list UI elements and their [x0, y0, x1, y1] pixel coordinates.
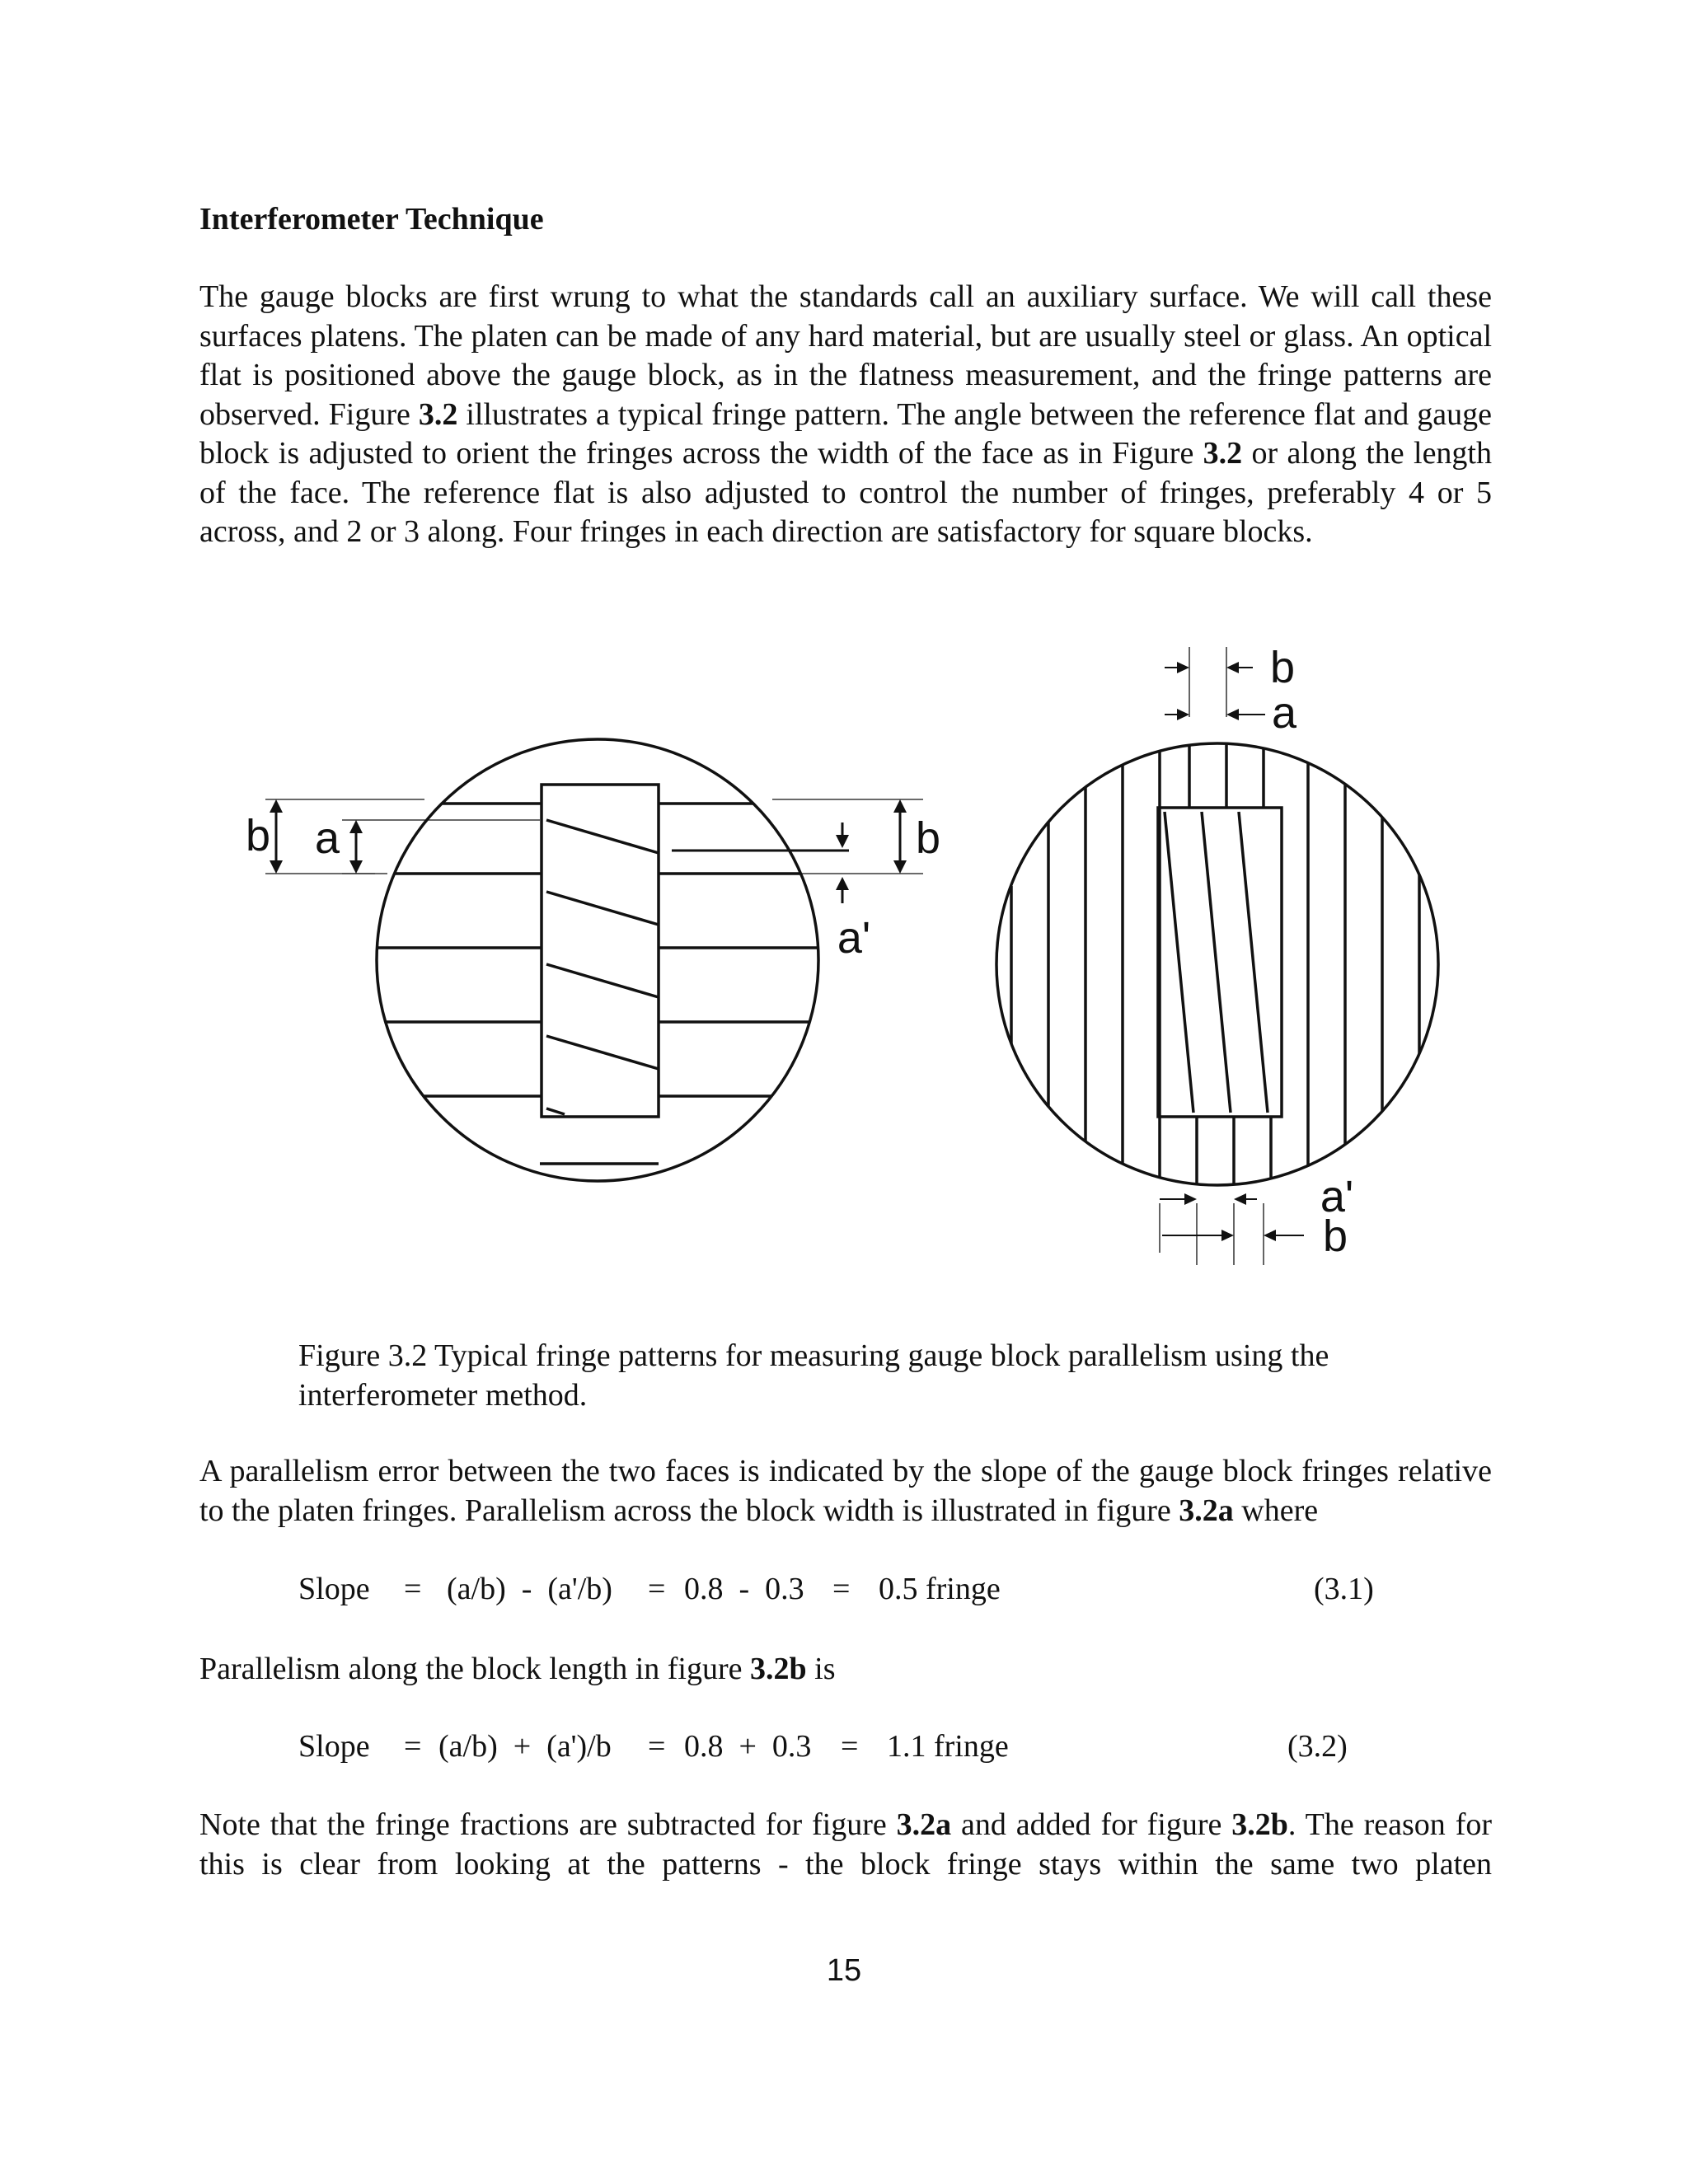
text-run: is: [806, 1652, 836, 1686]
note-paragraph: [199, 1806, 1492, 1884]
figure-reference: 3.2a: [1179, 1493, 1234, 1528]
text-run: Note that the fringe fractions are subtracted for figure: [199, 1807, 897, 1842]
text-run: and added for figure: [951, 1807, 1232, 1842]
label-b-top-right: b: [1269, 643, 1296, 692]
figure-3-2: [0, 635, 1688, 1294]
text-run: A parallelism error between the two faces is indicated by the slope of the gauge block fringes relative to the platen fringes. Parallelism across the block width is illustrated in figure: [199, 1454, 1492, 1528]
eq2-equals-2: =: [648, 1729, 666, 1764]
eq1-equals-3: =: [832, 1572, 851, 1606]
text-run: The gauge blocks are first wrung to what the standards call an auxiliary surface. We will call these surfaces platens. The platen can be made of any hard material, but are usually steel or glass. An optical flat is positioned above the gauge block, as in the flatness measurement, and the fringe patterns are observed. Figure: [199, 279, 1492, 432]
eq1-equals-1: =: [404, 1572, 422, 1606]
section-heading: Interferometer Technique: [199, 202, 544, 237]
label-a-prime-left: a': [837, 913, 871, 963]
eq1-number: (3.1): [1314, 1572, 1374, 1606]
figure-reference: 3.2b: [1231, 1807, 1288, 1842]
label-b-left: b: [245, 811, 271, 860]
page-number: 15: [826, 1953, 862, 1988]
label-b-left-right: b: [915, 813, 941, 863]
block-fringes-right: [1165, 812, 1268, 1113]
eq2-equals-3: =: [841, 1729, 859, 1764]
equation-3-1: [298, 1571, 1411, 1612]
figure-caption: Figure 3.2 Typical fringe patterns for measuring gauge block parallelism using the interferometer method.: [298, 1338, 1329, 1413]
eq1-calc: 0.8 - 0.3: [684, 1572, 804, 1606]
label-a-prime-bottom-right: a': [1320, 1172, 1354, 1221]
figure-reference: 3.2b: [750, 1652, 807, 1686]
text-run: illustrates a typical fringe pattern. The angle between the reference flat and gauge block is adjusted to orient the fringes across the width of the face as in Figure: [199, 396, 1492, 471]
text-run: Parallelism along the block length in figure: [199, 1652, 751, 1686]
dimension-guides-left: [265, 799, 923, 874]
eq2-number: (3.2): [1287, 1729, 1348, 1764]
eq2-lhs: Slope: [298, 1729, 370, 1764]
eq1-lhs: Slope: [298, 1572, 370, 1606]
label-b-bottom-right: b: [1322, 1212, 1348, 1261]
along-length-paragraph: [199, 1650, 1492, 1690]
equation-3-2: [298, 1728, 1411, 1769]
text-run: or along the length of the face. The reference flat is also adjusted to control the number of fringes, preferably 4 or 5 across, and 2 or 3 along. Four fringes in each direction are satisfactory for square blocks.: [199, 436, 1492, 549]
eq1-result: 0.5 fringe: [879, 1572, 1001, 1606]
text-run: where: [1233, 1493, 1319, 1528]
eq1-expression: (a/b) - (a'/b): [447, 1572, 612, 1606]
label-a-left: a: [314, 813, 340, 863]
figure-3-2a: [265, 739, 923, 1181]
figure-reference: 3.2: [1203, 436, 1243, 471]
eq2-equals-1: =: [404, 1729, 422, 1764]
eq1-equals-2: =: [648, 1572, 666, 1606]
eq2-calc: 0.8 + 0.3: [684, 1729, 812, 1764]
figure-reference: 3.2: [418, 396, 458, 432]
parallelism-paragraph: [199, 1452, 1492, 1530]
figure-3-2b: [996, 647, 1438, 1265]
eq2-result: 1.1 fringe: [887, 1729, 1009, 1764]
dimension-guides-right: [1160, 647, 1264, 1265]
block-fringes-left: [546, 820, 659, 1114]
arrowheads-left: [270, 799, 907, 890]
label-a-top-right: a: [1271, 688, 1297, 738]
optical-flat-circle-left: [377, 739, 818, 1181]
eq2-expression: (a/b) + (a')/b: [438, 1729, 612, 1764]
figure-reference: 3.2a: [896, 1807, 952, 1842]
text-run: . The reason for this is clear from looking at the patterns - the block fringe stays within the same two platen: [199, 1807, 1492, 1882]
intro-paragraph: [199, 278, 1492, 552]
